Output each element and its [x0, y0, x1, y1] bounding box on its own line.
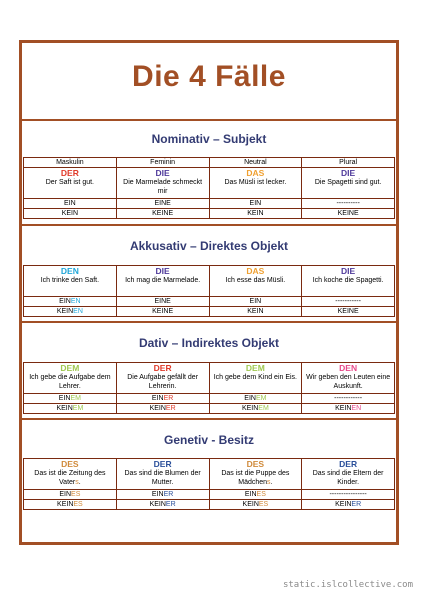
- ein-cell: ------------: [302, 394, 395, 404]
- article-dem: DEM: [245, 363, 265, 373]
- article-den: DEN: [60, 266, 79, 276]
- ein-cell: EINES: [24, 490, 117, 500]
- section-heading-nominativ: Nominativ – Subjekt: [151, 132, 267, 146]
- section-divider: [22, 119, 396, 121]
- kein-cell: KEIN: [209, 209, 302, 219]
- kein-cell: KEINE: [116, 209, 209, 219]
- kein-cell: KEINES: [209, 500, 302, 510]
- ending-highlight: ES: [73, 501, 83, 508]
- ending-highlight: EM: [255, 395, 267, 402]
- ending-highlight: EN: [70, 298, 81, 305]
- ending-highlight: ER: [165, 501, 176, 508]
- kein-cell: KEINE: [116, 307, 209, 317]
- ending-highlight: ER: [163, 491, 174, 498]
- article-die: DIE: [155, 168, 170, 178]
- ending-highlight: s: [75, 479, 79, 486]
- table-cell: [302, 168, 395, 199]
- table-cell: DES Das ist die Zeitung des Vaters.: [24, 459, 117, 490]
- ein-cell: EINEM: [209, 394, 302, 404]
- ending-highlight: EM: [70, 395, 81, 402]
- ein-cell: ----------: [302, 199, 395, 209]
- nominativ-table: [23, 157, 395, 219]
- kein-cell: KEIN: [24, 209, 117, 219]
- example-sentence: Die Marmelade schmeckt mir: [123, 179, 203, 195]
- ending-highlight: ER: [163, 395, 174, 402]
- kein-cell: KEINES: [24, 500, 117, 510]
- ending-highlight: EN: [73, 308, 83, 315]
- ending-highlight: ES: [71, 491, 81, 498]
- ein-cell: EIN: [209, 297, 302, 307]
- example-sentence: Ich mag die Marmelade.: [125, 277, 201, 284]
- section-heading-akkusativ: Akkusativ – Direktes Objekt: [129, 239, 289, 253]
- section-divider: [22, 224, 396, 226]
- kein-cell: KEINEN: [302, 404, 395, 414]
- ending-highlight: EM: [72, 405, 84, 412]
- example-sentence: Ich gebe die Aufgabe dem Lehrer.: [29, 374, 111, 390]
- article-die: DIE: [341, 266, 356, 276]
- ein-cell: EINER: [116, 394, 209, 404]
- table-cell: [302, 459, 395, 490]
- ending-highlight: EN: [351, 405, 362, 412]
- ein-cell: EINEN: [24, 297, 117, 307]
- table-cell: DES Das ist die Puppe des Mädchens.: [209, 459, 302, 490]
- ending-highlight: ES: [258, 501, 269, 508]
- kein-cell: KEINE: [302, 307, 395, 317]
- table-cell: [209, 363, 302, 394]
- ein-cell: -----------: [302, 297, 395, 307]
- ein-cell: EINE: [116, 199, 209, 209]
- ein-cell: EINE: [116, 297, 209, 307]
- ending-highlight: s: [267, 479, 271, 486]
- kein-cell: KEINER: [302, 500, 395, 510]
- article-der: DER: [60, 168, 79, 178]
- section-heading-dativ: Dativ – Indirektes Objekt: [138, 336, 280, 350]
- kein-cell: KEINEM: [24, 404, 117, 414]
- kein-cell: KEINEM: [209, 404, 302, 414]
- table-cell: [302, 363, 395, 394]
- source-watermark: static.islcollective.com: [282, 580, 413, 590]
- example-sentence: Ich esse das Müsli.: [225, 277, 286, 284]
- col-header-neutral: Neutral: [209, 158, 302, 168]
- example-sentence: Ich trinke den Saft.: [40, 277, 100, 284]
- ending-highlight: ES: [256, 491, 266, 498]
- example-sentence: Wir geben den Leuten eine Auskunft.: [306, 374, 391, 390]
- article-des: DES: [246, 459, 265, 469]
- table-cell: [24, 363, 117, 394]
- article-des: DES: [61, 459, 79, 469]
- table-cell: [116, 168, 209, 199]
- table-cell: [209, 266, 302, 297]
- table-cell: [209, 168, 302, 199]
- article-das: DAS: [246, 266, 265, 276]
- ein-cell: EIN: [209, 199, 302, 209]
- article-der: DER: [153, 459, 172, 469]
- article-der: DER: [339, 459, 358, 469]
- col-header-maskulin: Maskulin: [24, 158, 117, 168]
- example-sentence: Ich koche die Spagetti.: [312, 277, 384, 284]
- kein-cell: KEINER: [116, 500, 209, 510]
- kein-cell: KEINER: [116, 404, 209, 414]
- section-heading-genetiv: Genetiv - Besitz: [163, 433, 255, 447]
- col-header-plural: Plural: [302, 158, 395, 168]
- section-divider: [22, 418, 396, 420]
- kein-cell: KEINEN: [24, 307, 117, 317]
- example-sentence: Das sind die Blumen der Mutter.: [124, 470, 201, 486]
- ein-cell: EINER: [116, 490, 209, 500]
- table-cell: [116, 266, 209, 297]
- section-divider: [22, 321, 396, 323]
- ending-highlight: EM: [258, 405, 269, 412]
- article-die: DIE: [341, 168, 356, 178]
- ein-cell: ----------------: [302, 490, 395, 500]
- ein-cell: EINES: [209, 490, 302, 500]
- table-cell: [116, 459, 209, 490]
- col-header-feminin: Feminin: [116, 158, 209, 168]
- ending-highlight: ER: [351, 501, 362, 508]
- genetiv-table: [23, 458, 395, 510]
- table-cell: [24, 168, 117, 199]
- example-sentence: Der Saft ist gut.: [45, 179, 94, 186]
- example-sentence: Das sind die Eltern der Kinder.: [312, 470, 384, 486]
- table-cell: [24, 266, 117, 297]
- example-sentence: Die Aufgabe gefällt der Lehrerin.: [127, 374, 199, 390]
- article-die: DIE: [155, 266, 170, 276]
- kein-cell: KEINE: [302, 209, 395, 219]
- article-den: DEN: [339, 363, 358, 373]
- article-der: DER: [153, 363, 172, 373]
- article-das: DAS: [246, 168, 265, 178]
- worksheet-frame: [19, 40, 399, 545]
- example-sentence: Das Müsli ist lecker.: [224, 179, 287, 186]
- ein-cell: EIN: [24, 199, 117, 209]
- table-cell: [302, 266, 395, 297]
- ending-highlight: ER: [165, 405, 176, 412]
- example-sentence: Das ist die Zeitung des Vater: [34, 470, 106, 486]
- example-sentence: Die Spagetti sind gut.: [314, 179, 382, 186]
- example-sentence: Ich gebe dem Kind ein Eis.: [213, 374, 298, 381]
- kein-cell: KEIN: [209, 307, 302, 317]
- dativ-table: [23, 362, 395, 414]
- akkusativ-table: [23, 265, 395, 317]
- page-title: Die 4 Fälle: [132, 60, 286, 93]
- article-dem: DEM: [60, 363, 80, 373]
- table-cell: [116, 363, 209, 394]
- ein-cell: EINEM: [24, 394, 117, 404]
- example-sentence: Das ist die Puppe des Mädchen: [221, 470, 290, 486]
